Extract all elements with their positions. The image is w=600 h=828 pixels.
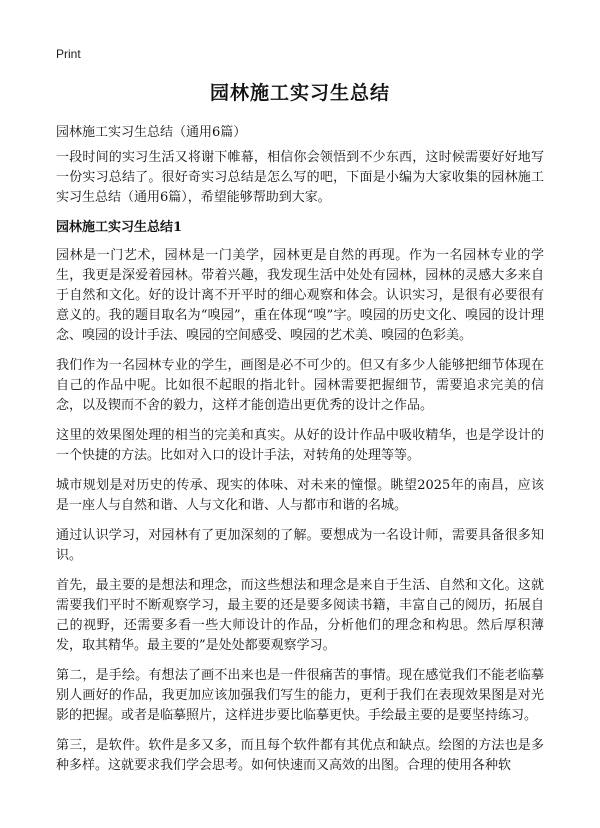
paragraph: 首先，最主要的是想法和理念，而这些想法和理念是来自于生活、自然和文化。这就需要我们平时不断观察学习，最主要的还是要多阅读书籍，丰富自己的阅历，拓展自己的视野，还需要多看一些大师设计的作品，分析他们的理念和构思。然后厚积薄发，取其精华。最主要的”是处处都要观察学习。 [56, 578, 544, 653]
subtitle: 园林施工实习生总结（通用6篇） [56, 125, 247, 140]
page-title: 园林施工实习生总结 [209, 82, 390, 104]
paragraph: 园林是一门艺术，园林是一门美学，园林更是自然的再现。作为一名园林专业的学生，我更是深爱着园林。带着兴趣，我发现生活中处处有园林，园林的灵感大多来自于自然和文化。好的设计离不开平时的细心观察和体会。认识实习，是很有必要很有意义的。我的题目取名为“嗅园”，重在体现“嗅”字。嗅园的历史文化、嗅园的设计理念、嗅园的设计手法、嗅园的空间感受、嗅园的艺术美、嗅园的色彩美。 [56, 248, 544, 343]
print-link[interactable]: Print [56, 47, 81, 61]
paragraph: 城市规划是对历史的传承、现实的体味、对未来的憧憬。眺望2025年的南昌，应该是一座人与自然和谐、人与文化和谐、人与都市和谐的名城。 [56, 478, 544, 513]
intro-paragraph: 一段时间的实习生活又将谢下帷幕，相信你会领悟到不少东西，这时候需要好好地写一份实习总结了。很好奇实习总结是怎么写的吧，下面是小编为大家收集的园林施工实习生总结（通用6篇），希望能够帮助到大家。 [56, 150, 544, 205]
paragraph: 我们作为一名园林专业的学生，画图是必不可少的。但又有多少人能够把细节体现在自己的作品中呢。比如很不起眼的指北针。园林需要把握细节，需要追求完美的信念，以及锲而不舍的毅力，这样才能创造出更优秀的设计之作品。 [56, 358, 544, 413]
section-heading: 园林施工实习生总结1 [56, 220, 183, 235]
paragraph: 第二，是手绘。有想法了画不出来也是一件很痛苦的事情。现在感觉我们不能老临摹别人画好的作品，我更加应该加强我们写生的能力，更利于我们在表现效果图是对光影的把握。或者是临摹照片，这样进步要比临摹更快。手绘最主要的是要坚持练习。 [56, 668, 544, 723]
paragraph: 第三，是软件。软件是多又多，而且每个软件都有其优点和缺点。绘图的方法也是多种多样。这就要求我们学会思考。如何快速而又高效的出图。合理的使用各种软 [56, 738, 544, 773]
paragraph: 通过认识学习，对园林有了更加深刻的了解。要想成为一名设计师，需要具备很多知识。 [56, 528, 544, 563]
article-body [56, 148, 544, 786]
paragraph: 这里的效果图处理的相当的完美和真实。从好的设计作品中吸收精华，也是学设计的一个快捷的方法。比如对入口的设计手法，对转角的处理等等。 [56, 428, 544, 463]
